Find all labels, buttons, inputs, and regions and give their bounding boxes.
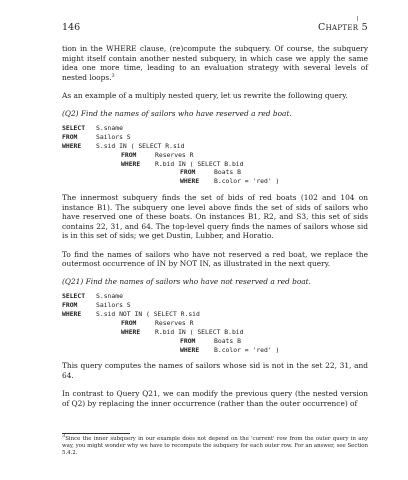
sql-clause: S.sname [96,124,123,132]
sql-line [62,177,368,186]
paragraph-1 [62,44,368,82]
sql-keyword: WHERE [62,141,82,150]
sql-keyword: FROM [180,168,196,177]
sql-line [62,133,368,142]
margin-mark [357,16,358,21]
sql-clause: Reserves R [155,150,194,159]
sql-keyword: FROM [180,336,196,345]
sql-clause: R.bid IN ( SELECT B.bid [155,327,244,336]
page-body [62,44,368,412]
sql-line [62,328,368,337]
paragraph-1-text: tion in the WHERE clause, (re)compute the subquery. Of course, the subquery might itself contain another nested subquery, in which case we apply the same idea one more time, leading to an evaluation strategy with several levels of nested loops. [62,44,368,82]
sql-clause: Boats B [214,336,241,345]
sql-line [62,168,368,177]
sql-clause: B.color = 'red' ) [214,177,280,186]
footnote [62,433,368,457]
paragraph-5: This query computes the names of sailors whose sid is not in the set 22, 31, and 64. [62,361,368,380]
chapter-title: Chapter 5 [318,22,368,33]
sql-line [62,151,368,160]
sql-keyword: WHERE [180,345,200,354]
paragraph-3: The innermost subquery finds the set of bids of red boats (102 and 104 on instance B1). The subquery one level above finds the set of sids of sailors who have reserved one of these boats. On instances B1, R2, and S3, this set of sids contains 22, 31, and 64. The top-level query finds the names of sailors whose sid is in this set of sids; we get Dustin, Lubber, and Horatio. [62,193,368,241]
sql-clause: Reserves R [155,318,194,327]
sql-listing-q2 [62,124,368,186]
sql-line [62,301,368,310]
sql-clause: Sailors S [96,132,131,141]
sql-keyword: FROM [121,318,137,327]
query-q21-caption: (Q21) Find the names of sailors who have not reserved a red boat. [62,276,312,286]
running-header [62,22,368,34]
page-number: 146 [62,22,81,33]
sql-line [62,310,368,319]
sql-clause: S.sid IN ( SELECT R.sid [96,141,185,150]
sql-keyword: WHERE [62,310,82,319]
footnote-text: Since the inner subquery in our example does not depend on the 'current' row from the outer query in any way, you might wonder why we have to recompute the subquery for each outer row. For an answer, see Section 5.4.2. [62,436,368,456]
sql-line [62,124,368,133]
sql-line [62,160,368,169]
sql-keyword: WHERE [180,177,200,186]
sql-clause: S.sid NOT IN ( SELECT R.sid [96,310,200,319]
sql-listing-q21 [62,292,368,354]
sql-keyword: FROM [121,150,137,159]
query-q2-caption: (Q2) Find the names of sailors who have reserved a red boat. [62,108,292,118]
sql-line [62,337,368,346]
sql-keyword: WHERE [121,159,141,168]
sql-keyword: FROM [62,132,78,141]
sql-line [62,319,368,328]
footnote-ref: 3 [111,72,115,79]
sql-line [62,292,368,301]
sql-clause: S.sname [96,292,123,301]
sql-clause: Sailors S [96,301,131,310]
sql-line [62,346,368,355]
sql-clause: R.bid IN ( SELECT B.bid [155,159,244,168]
sql-keyword: FROM [62,301,78,310]
sql-keyword: SELECT [62,124,86,132]
sql-keyword: WHERE [121,327,141,336]
paragraph-4: To find the names of sailors who have not reserved a red boat, we replace the outermost occurrence of IN by NOT IN, as illustrated in the next query. [62,249,368,269]
sql-clause: B.color = 'red' ) [214,345,280,354]
sql-clause: Boats B [214,168,241,177]
sql-line [62,142,368,151]
sql-keyword: SELECT [62,292,86,301]
paragraph-6: In contrast to Query Q21, we can modify the previous query (the nested version of Q2) by replacing the inner occurrence (rather than the outer occurrence) of [62,389,368,408]
footnote-mark: 3 [62,433,66,439]
footnote-rule [62,433,130,434]
paragraph-2: As an example of a multiply nested query, let us rewrite the following query. [62,91,348,100]
